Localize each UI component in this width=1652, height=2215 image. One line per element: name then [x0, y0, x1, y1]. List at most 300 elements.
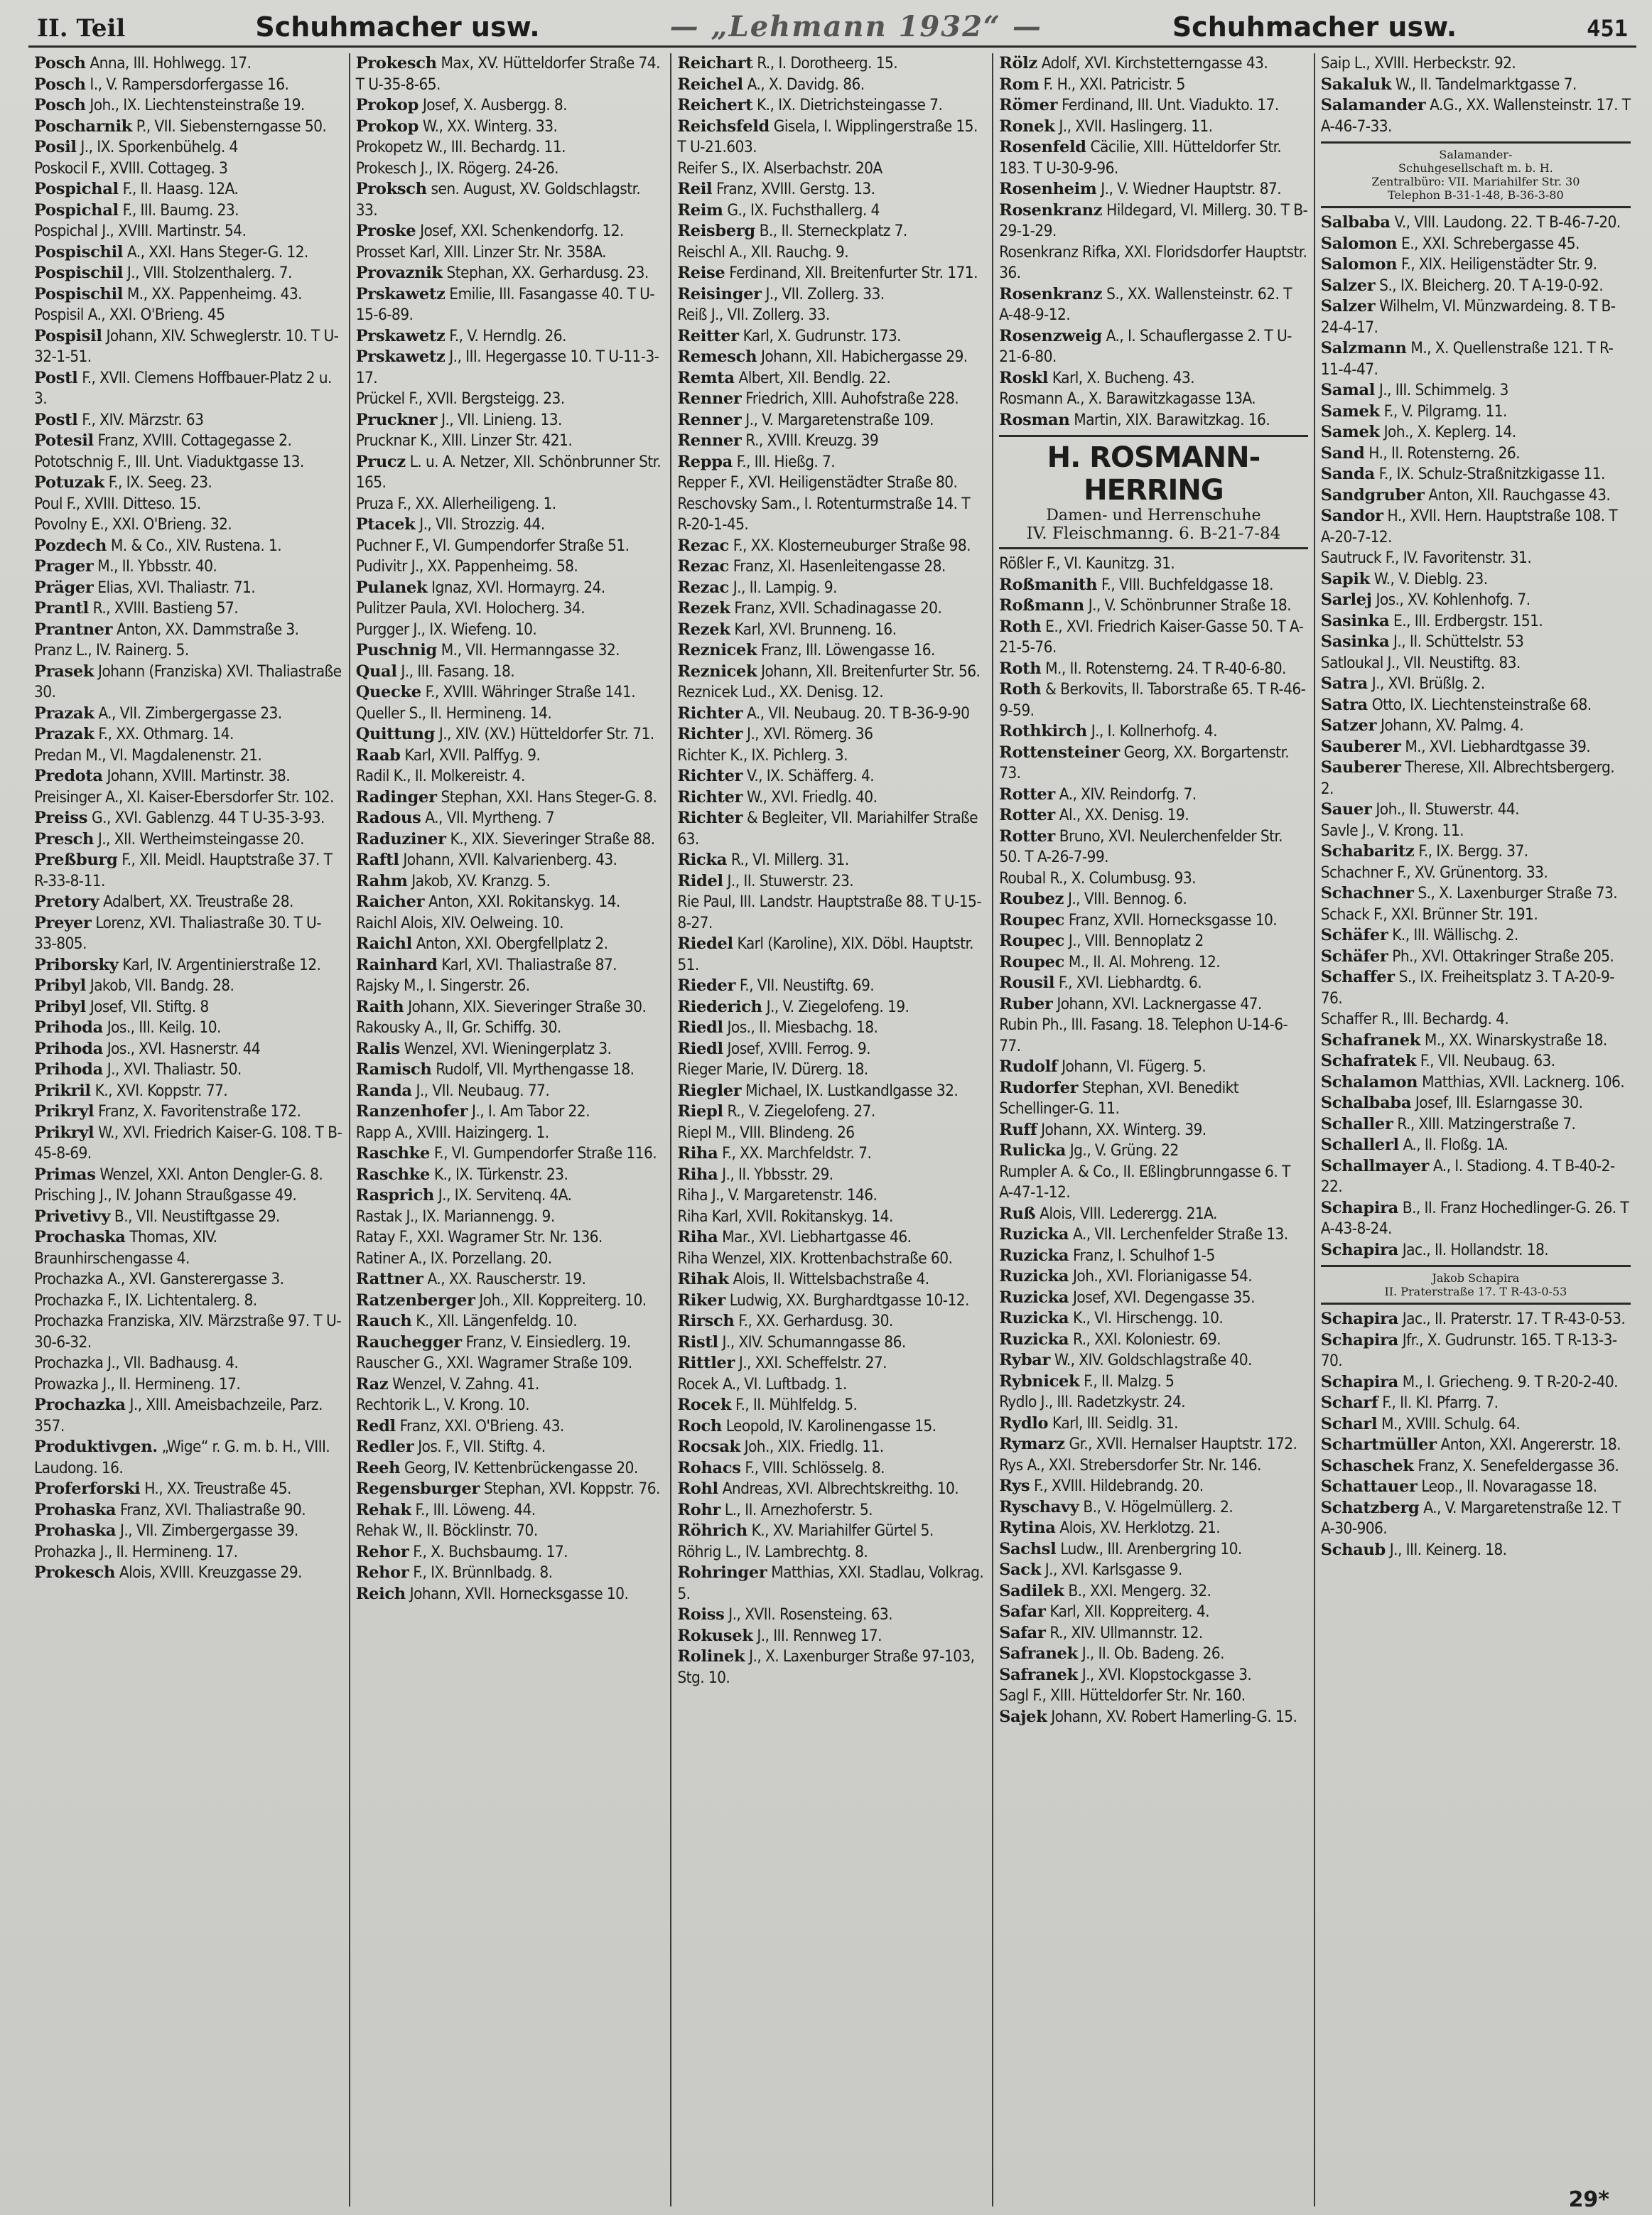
listing-entry [356, 598, 665, 620]
listing-entry [677, 640, 986, 662]
listing-details: Franz, V. Einsiedlerg. 19. [461, 1332, 631, 1352]
listing-entry [999, 284, 1308, 326]
listing-details: Leop., II. Novaragasse 18. [1417, 1477, 1597, 1496]
listing-details: Joh., XVI. Florianigasse 54. [1069, 1267, 1253, 1286]
listing-details: Josef, III. Eslarngasse 30. [1411, 1094, 1583, 1112]
listing-entry [1321, 1051, 1631, 1072]
listing-name: Reim [677, 200, 723, 220]
listing-details: B., VII. Neustiftgasse 29. [110, 1207, 280, 1226]
listing-entry [356, 1437, 665, 1458]
listing-name: Prihoda [34, 1039, 103, 1058]
listing-name: Prucz [355, 452, 406, 471]
listing-entry [999, 1413, 1308, 1435]
listing-name: Sasinka [1320, 611, 1390, 630]
listing-details: Purgger J., IX. Wiefeng. 10. [355, 620, 537, 639]
listing-details: Johann, XX. Winterg. 39. [1037, 1120, 1206, 1139]
listing-details: K., XV. Mariahilfer Gürtel 5. [747, 1521, 934, 1540]
listing-name: Reznicek [677, 641, 757, 659]
listing-details: Johann, XV. Robert Hamerling-G. 15. [1047, 1707, 1297, 1726]
listing-details: P., VII. Siebensterngasse 50. [131, 117, 327, 136]
listing-details: Johann, XV. Palmg. 4. [1376, 716, 1524, 735]
listing-entry [356, 1290, 665, 1312]
listing-name: Rousil [999, 974, 1055, 992]
listing-name: Roch [677, 1416, 722, 1435]
listing-name: Scharl [1320, 1414, 1378, 1433]
listing-details: Rößler F., VI. Kaunitzg. 31. [999, 554, 1175, 573]
listing-details: Schachner F., XV. Grünentorg. 33. [1320, 863, 1548, 882]
listing-name: Roßmanith [999, 575, 1098, 594]
listing-entry [356, 137, 665, 158]
listing-entry [677, 662, 986, 683]
listing-details: Wilhelm, VI. Münzwardeing. 8. T B-24-4-17. [1320, 297, 1616, 337]
listing-entry [677, 1249, 986, 1270]
listing-entry [34, 976, 343, 997]
listing-entry [999, 826, 1308, 868]
listing-details: Franz, XVIII. Cottagegasse 2. [93, 431, 292, 450]
listing-name: Ruzicka [999, 1288, 1069, 1307]
listing-entry [356, 1374, 665, 1396]
listing-details: J., I. Am Tabor 22. [468, 1102, 590, 1121]
listing-name: Radinger [355, 787, 437, 807]
listing-name: Rottensteiner [999, 743, 1120, 762]
listing-details: Karl, X. Gudrunstr. 173. [738, 326, 902, 345]
listing-details: J., XIV. (XV.) Hütteldorfer Str. 71. [435, 725, 654, 743]
listing-entry [34, 263, 343, 284]
listing-details: Mar., XVI. Liebhartgasse 46. [718, 1228, 912, 1246]
listing-name: Rohringer [677, 1563, 767, 1582]
listing-name: Rydlo [999, 1413, 1049, 1433]
listing-details: Anton, XXI. Obergfellplatz 2. [411, 934, 608, 953]
listing-entry [999, 1015, 1308, 1057]
listing-name: Pospichal [34, 180, 119, 198]
listing-name: Rirsch [677, 1312, 735, 1330]
listing-details: Wenzel, V. Zahng. 41. [388, 1374, 539, 1394]
listing-entry [1321, 1156, 1631, 1198]
listing-details: Predan M., VI. Magdalenenstr. 21. [34, 745, 262, 765]
listing-details: Friedrich, XIII. Auhofstraße 228. [741, 389, 959, 408]
listing-details: B., II. Franz Hochedlinger-G. 26. T A-43-8-24. [1320, 1198, 1629, 1238]
listing-name: Schapira [1320, 1240, 1398, 1259]
listing-details: Rehak W., II. Böcklinstr. 70. [355, 1521, 538, 1540]
listing-name: Reichart [677, 54, 753, 72]
listing-entry [34, 242, 343, 264]
listing-name: Rölz [999, 54, 1037, 72]
listing-details: Röhrig L., IV. Lambrechtg. 8. [677, 1542, 868, 1561]
listing-name: Rattner [355, 1270, 423, 1288]
listing-details: Joh., IX. Liechtensteinstraße 19. [85, 96, 305, 114]
listing-name: Ralis [355, 1039, 400, 1058]
listing-details: M., XVIII. Schulg. 64. [1377, 1414, 1521, 1433]
listing-details: W., II. Tandelmarktgasse 7. [1391, 75, 1577, 94]
listing-details: Prowazka J., II. Hermineng. 17. [34, 1374, 241, 1394]
listing-name: Ruzicka [999, 1309, 1069, 1327]
listing-name: Rasprich [355, 1186, 434, 1204]
listing-name: Riedl [677, 1018, 723, 1037]
listing-entry [1321, 799, 1631, 821]
listing-details: Gisela, I. Wipplingerstraße 15. T U-21.603. [677, 117, 978, 156]
listing-details: F., III. Baumg. 23. [118, 200, 239, 220]
listing-details: E., XXI. Schrebergasse 45. [1397, 234, 1580, 253]
listing-details: Martin, XIX. Barawitzkag. 16. [1069, 410, 1270, 429]
listing-entry [677, 1101, 986, 1123]
listing-entry [356, 1479, 665, 1500]
listing-details: M., II. Ybbsstr. 40. [93, 557, 217, 576]
listing-details: Riha J., V. Margaretenstr. 146. [677, 1186, 878, 1204]
listing-details: Anton, XXI. Rokitanskyg. 14. [424, 893, 620, 911]
listing-entry [677, 326, 986, 347]
listing-details: J., III. Schimmelg. 3 [1375, 381, 1508, 399]
salamander-ad-title: Salamander- [1439, 148, 1513, 161]
listing-entry [356, 620, 665, 641]
listing-entry [1321, 716, 1631, 737]
listing-details: A., VII. Zimbergergasse 23. [94, 704, 282, 723]
listing-entry [356, 955, 665, 976]
listing-name: Sanda [1320, 465, 1375, 483]
listing-details: Ratiner A., IX. Porzellang. 20. [355, 1249, 552, 1268]
listing-details: Franz, XI. Hasenleitengasse 28. [728, 557, 946, 576]
listing-details: A., I. Stadiong. 4. T B-40-2-22. [1320, 1156, 1615, 1196]
listing-details: J., XVII. Haslingerg. 11. [1054, 117, 1213, 136]
listing-details: Savle J., V. Krong. 11. [1320, 821, 1464, 840]
listing-entry [999, 743, 1308, 785]
listing-details: Jac., II. Hollandstr. 18. [1398, 1240, 1549, 1259]
listing-entry [356, 1353, 665, 1374]
listing-details: Adolf, XVI. Kirchstetterngasse 43. [1037, 54, 1268, 72]
listing-name: Ryschavy [999, 1497, 1079, 1516]
listing-name: Raduziner [355, 829, 446, 848]
listing-name: Roubez [999, 890, 1064, 908]
listing-name: Rieder [677, 976, 736, 995]
listing-name: Prochazka [34, 1396, 126, 1414]
listing-details: Saip L., XVIII. Herbeckstr. 92. [1320, 54, 1516, 72]
listing-details: Prochazka A., XVI. Gansterergasse 3. [34, 1270, 284, 1288]
listing-entry [677, 1185, 986, 1207]
listing-entry [999, 1539, 1308, 1561]
listing-name: Riepl [677, 1102, 723, 1121]
listing-details: R., XVIII. Kreuzg. 39 [741, 431, 879, 450]
listing-details: Bruno, XVI. Neulerchenfelder Str. 50. T A-26-7-99. [999, 826, 1283, 866]
listing-name: Reisinger [677, 284, 762, 303]
rosmann-advertisement [999, 435, 1308, 549]
listing-entry [1321, 401, 1631, 423]
listing-details: Jos., XVI. Hasnerstr. 44 [102, 1039, 261, 1058]
listing-details: Poskocil F., XVIII. Cottageg. 3 [34, 158, 228, 178]
listing-details: K., VI. Hirschengg. 10. [1069, 1309, 1224, 1327]
listing-name: Reitter [677, 326, 739, 345]
listing-entry [34, 1521, 343, 1542]
listing-entry [356, 514, 665, 536]
listing-name: Schafranek [1320, 1030, 1421, 1050]
listing-details: J., V. Ziegelofeng. 19. [762, 997, 909, 1016]
listing-entry [34, 410, 343, 431]
listing-entry [677, 263, 986, 284]
listing-name: Ristl [677, 1332, 718, 1352]
listing-name: Salzer [1320, 276, 1376, 295]
listing-details: Anna, III. Hohlwegg. 17. [85, 54, 252, 72]
listing-entry [677, 452, 986, 473]
listing-entry [677, 1060, 986, 1081]
listing-entry [1321, 1477, 1631, 1498]
listing-details: K., XII. Längenfeldg. 10. [411, 1312, 578, 1330]
listing-details: Alois, XVIII. Kreuzgasse 29. [115, 1563, 302, 1582]
listing-entry [34, 766, 343, 787]
schapira-ad-title: Jakob Schapira [1432, 1271, 1520, 1285]
listing-entry [677, 1626, 986, 1647]
listing-details: Schack F., XXI. Brünner Str. 191. [1320, 905, 1538, 924]
listing-name: Redl [355, 1416, 396, 1435]
listing-entry [356, 179, 665, 221]
listing-name: Satra [1320, 674, 1368, 693]
section-title-right: Schuhmacher usw. [1172, 11, 1457, 43]
listing-entry [1321, 1393, 1631, 1414]
listing-entry [677, 53, 986, 75]
rosmann-ad-sub: Damen- und Herrenschuhe [1046, 507, 1261, 524]
listing-details: Franz, XVII. Schadinagasse 20. [730, 599, 942, 618]
listing-details: J., V. Schönbrunner Straße 18. [1084, 596, 1291, 615]
listing-details: Johann, XII. Breitenfurter Str. 56. [757, 662, 981, 681]
listing-entry [356, 556, 665, 578]
listing-name: Raftl [355, 851, 399, 869]
listing-details: Rieger Marie, IV. Dürerg. 18. [677, 1060, 868, 1079]
listing-name: Rittler [677, 1354, 735, 1372]
listing-entry [356, 1249, 665, 1270]
listing-entry [677, 850, 986, 871]
listing-name: Reichert [677, 96, 753, 114]
listing-details: Karl, XII. Koppreiterg. 4. [1045, 1602, 1209, 1621]
listing-entry [999, 1162, 1308, 1204]
listing-details: sen. August, XV. Goldschlagstr. 33. [355, 180, 641, 220]
listing-name: Sauer [1320, 800, 1372, 819]
listing-details: A.G., XX. Wallensteinstr. 17. T A-46-7-33. [1320, 96, 1631, 136]
listing-entry [356, 829, 665, 851]
listing-name: Raschke [355, 1144, 431, 1163]
listing-details: A., VII. Lerchenfelder Straße 13. [1069, 1225, 1288, 1244]
listing-details: Roubal R., X. Columbusg. 93. [999, 868, 1196, 888]
listing-name: Rohr [677, 1500, 721, 1519]
listing-entry [356, 452, 665, 494]
listing-entry [677, 1647, 986, 1688]
listing-details: Reiß J., VII. Zollerg. 33. [677, 306, 830, 324]
page-header [28, 10, 1636, 48]
listing-entry [34, 368, 343, 410]
listing-details: M., I. Griecheng. 9. T R-20-2-40. [1398, 1372, 1618, 1391]
listing-details: F., III. Hießg. 7. [732, 452, 836, 471]
listing-name: Safar [999, 1602, 1046, 1621]
listing-details: Rydlo J., III. Radetzkystr. 24. [999, 1393, 1186, 1411]
listing-name: Rosenkranz [999, 284, 1103, 303]
listing-entry [677, 473, 986, 494]
listing-details: Johann, VI. Fügerg. 5. [1057, 1057, 1206, 1076]
listing-details: Rie Paul, III. Landstr. Hauptstraße 88. T U-15-8-27. [677, 893, 982, 932]
listing-name: Rezac [677, 578, 729, 597]
listing-details: E., III. Erdbergstr. 151. [1389, 611, 1543, 630]
listing-entry [677, 1395, 986, 1416]
listing-entry [677, 221, 986, 242]
listing-name: Richter [677, 787, 743, 807]
listing-name: Pospischil [34, 284, 124, 303]
listing-details: Ignaz, XVI. Hormayrg. 24. [427, 578, 605, 597]
listing-details: Johann, XII. Habichergasse 29. [757, 347, 968, 366]
listing-entry [356, 1416, 665, 1438]
listing-entry [677, 556, 986, 578]
listing-name: Rezac [677, 536, 729, 555]
listing-entry [1321, 1309, 1631, 1330]
listing-name: Pribyl [34, 976, 86, 995]
listing-name: Redler [355, 1438, 414, 1456]
listing-name: Prantner [34, 620, 113, 639]
listing-entry [677, 1290, 986, 1312]
listing-entry [356, 1542, 665, 1563]
listing-name: Rotter [999, 785, 1055, 804]
listing-entry [1321, 338, 1631, 380]
listing-name: Rys [999, 1477, 1030, 1495]
listing-entry [999, 1392, 1308, 1413]
listing-details: Karl, XVII. Palffyg. 9. [400, 745, 541, 765]
listing-name: Rytina [999, 1519, 1056, 1537]
listing-details: A., XXI. Hans Steger-G. 12. [123, 242, 308, 262]
listing-details: A., XIV. Reindorfg. 7. [1054, 785, 1197, 804]
listing-entry [356, 1165, 665, 1186]
listing-details: F., XX. Othmarg. 14. [94, 725, 234, 743]
listing-entry [356, 242, 665, 264]
listing-entry [1321, 758, 1631, 799]
listing-entry [677, 871, 986, 893]
listing-name: Prihoda [34, 1060, 103, 1079]
listing-entry [1321, 1240, 1631, 1261]
listing-details: Rocek A., VI. Luftbadg. 1. [677, 1374, 847, 1394]
listing-details: Karl, XVI. Brunneng. 16. [730, 620, 897, 639]
listing-entry [677, 682, 986, 704]
listing-entry [1321, 883, 1631, 905]
listing-details: Franz, XVI. Thaliastraße 90. [116, 1500, 306, 1519]
listing-name: Ruzicka [999, 1246, 1069, 1265]
listing-name: Priborsky [34, 955, 119, 974]
listing-entry [34, 1123, 343, 1165]
listing-name: Pulanek [355, 578, 428, 597]
listing-details: Sagl F., XIII. Hütteldorfer Str. Nr. 160. [999, 1686, 1246, 1705]
listing-details: M., II. Al. Mohreng. 12. [1064, 952, 1221, 971]
listing-entry [677, 95, 986, 117]
listing-entry [1321, 590, 1631, 611]
listing-entry [34, 1290, 343, 1312]
listing-entry [1321, 53, 1631, 75]
listing-details: Ferdinand, XII. Breitenfurter Str. 171. [725, 264, 978, 282]
listing-details: Johann, XVI. Lacknergasse 47. [1052, 994, 1262, 1013]
listing-name: Pospischil [34, 242, 124, 262]
listing-entry [999, 805, 1308, 826]
listing-name: Safranek [999, 1665, 1078, 1684]
listing-details: J., XVII. Rosensteing. 63. [724, 1605, 892, 1624]
listing-entry [677, 1479, 986, 1500]
listing-details: Karl (Karoline), XIX. Döbl. Hauptstr. 51. [677, 934, 973, 974]
listing-details: W., XX. Winterg. 33. [419, 117, 558, 136]
listing-name: Poscharnik [34, 117, 132, 136]
listing-details: J., VII. Zollerg. 33. [761, 284, 885, 303]
listing-details: Johann, XVII. Kalvarienberg. 43. [399, 851, 617, 869]
listing-details: F., II. Haasg. 12A. [118, 180, 239, 198]
listing-entry [999, 679, 1308, 721]
listing-name: Ruß [999, 1204, 1036, 1223]
listing-name: Privetivy [34, 1207, 111, 1226]
listing-name: Schartmüller [1320, 1435, 1437, 1454]
listing-entry [356, 221, 665, 242]
listing-details: Rosenkranz Rifka, XXI. Floridsdorfer Hauptstr. 36. [999, 242, 1307, 282]
listing-name: Ruzicka [999, 1225, 1069, 1244]
listing-details: J., II. Lampig. 9. [728, 578, 837, 597]
listing-details: L. u. A. Netzer, XII. Schönbrunner Str. 165. [355, 452, 662, 492]
listing-entry [1321, 569, 1631, 591]
listing-details: & Berkovits, II. Taborstraße 65. T R-46-9-59. [999, 680, 1306, 720]
listing-details: J., II. Schüttelstr. 53 [1389, 632, 1524, 651]
listing-entry [677, 745, 986, 767]
listing-entry [999, 1686, 1308, 1707]
listing-details: Franz, XVIII. Gerstg. 13. [712, 180, 875, 198]
listing-details: J., III. Hegergasse 10. T U-11-3-17. [355, 347, 659, 387]
listing-entry [999, 1560, 1308, 1581]
listing-name: Sapik [1320, 569, 1370, 588]
listing-entry [356, 1060, 665, 1081]
listing-name: Riha [677, 1228, 718, 1246]
listing-details: F., VII. Neubaug. 63. [1416, 1052, 1555, 1070]
listing-entry [677, 242, 986, 264]
listing-name: Schatzberg [1320, 1498, 1420, 1517]
listing-details: K., IX. Dietrichsteingasse 7. [752, 96, 943, 114]
listing-name: Rudolf [999, 1057, 1058, 1076]
listing-name: Rauchegger [355, 1332, 462, 1352]
listing-entry [1321, 925, 1631, 947]
listing-name: Richter [677, 809, 743, 827]
listing-entry [34, 1374, 343, 1396]
listing-entry [677, 1311, 986, 1332]
listing-entry [999, 53, 1308, 75]
listing-name: Reeh [355, 1458, 401, 1477]
listing-entry [356, 682, 665, 704]
listing-details: Joh., XII. Koppreiterg. 10. [475, 1290, 647, 1310]
listing-entry [34, 221, 343, 242]
listing-entry [356, 284, 665, 326]
listing-details: R., I. Dorotheerg. 15. [752, 54, 898, 72]
listing-name: Salbaba [1320, 213, 1391, 232]
listing-entry [999, 1288, 1308, 1309]
listing-details: G., IX. Fuchsthallerg. 4 [723, 200, 880, 220]
listing-entry [677, 1500, 986, 1521]
listing-details: Pototschnig F., III. Unt. Viaduktgasse 13. [34, 452, 304, 471]
listing-name: Prantl [34, 599, 89, 618]
listing-name: Raz [355, 1374, 389, 1394]
listing-details: R., XIV. Ullmannstr. 12. [1045, 1623, 1203, 1642]
listing-entry [1321, 695, 1631, 716]
listing-entry [677, 808, 986, 850]
listing-name: Safranek [999, 1644, 1078, 1663]
listing-details: V., IX. Schäfferg. 4. [743, 767, 875, 785]
listing-entry [1321, 1435, 1631, 1456]
listing-entry [34, 704, 343, 725]
listing-name: Rocsak [677, 1438, 740, 1456]
listing-entry [34, 724, 343, 745]
listing-details: W., XVI. Friedlg. 40. [743, 787, 878, 807]
listing-entry [999, 973, 1308, 994]
listing-details: Al., XX. Denisg. 19. [1054, 806, 1189, 824]
listing-entry [677, 1143, 986, 1165]
listing-entry [34, 787, 343, 809]
listing-name: Proske [355, 222, 416, 240]
listing-name: Schalamon [1320, 1072, 1418, 1092]
listing-details: F., II. Malzg. 5 [1079, 1371, 1175, 1391]
listing-details: Stephan, XVI. Koppstr. 76. [480, 1480, 660, 1498]
listing-name: Sasinka [1320, 632, 1390, 651]
schapira-ad-addr: II. Praterstraße 17. T R-43-0-53 [1384, 1285, 1567, 1298]
listing-details: S., XX. Wallensteinstr. 62. T A-48-9-12. [999, 284, 1292, 324]
